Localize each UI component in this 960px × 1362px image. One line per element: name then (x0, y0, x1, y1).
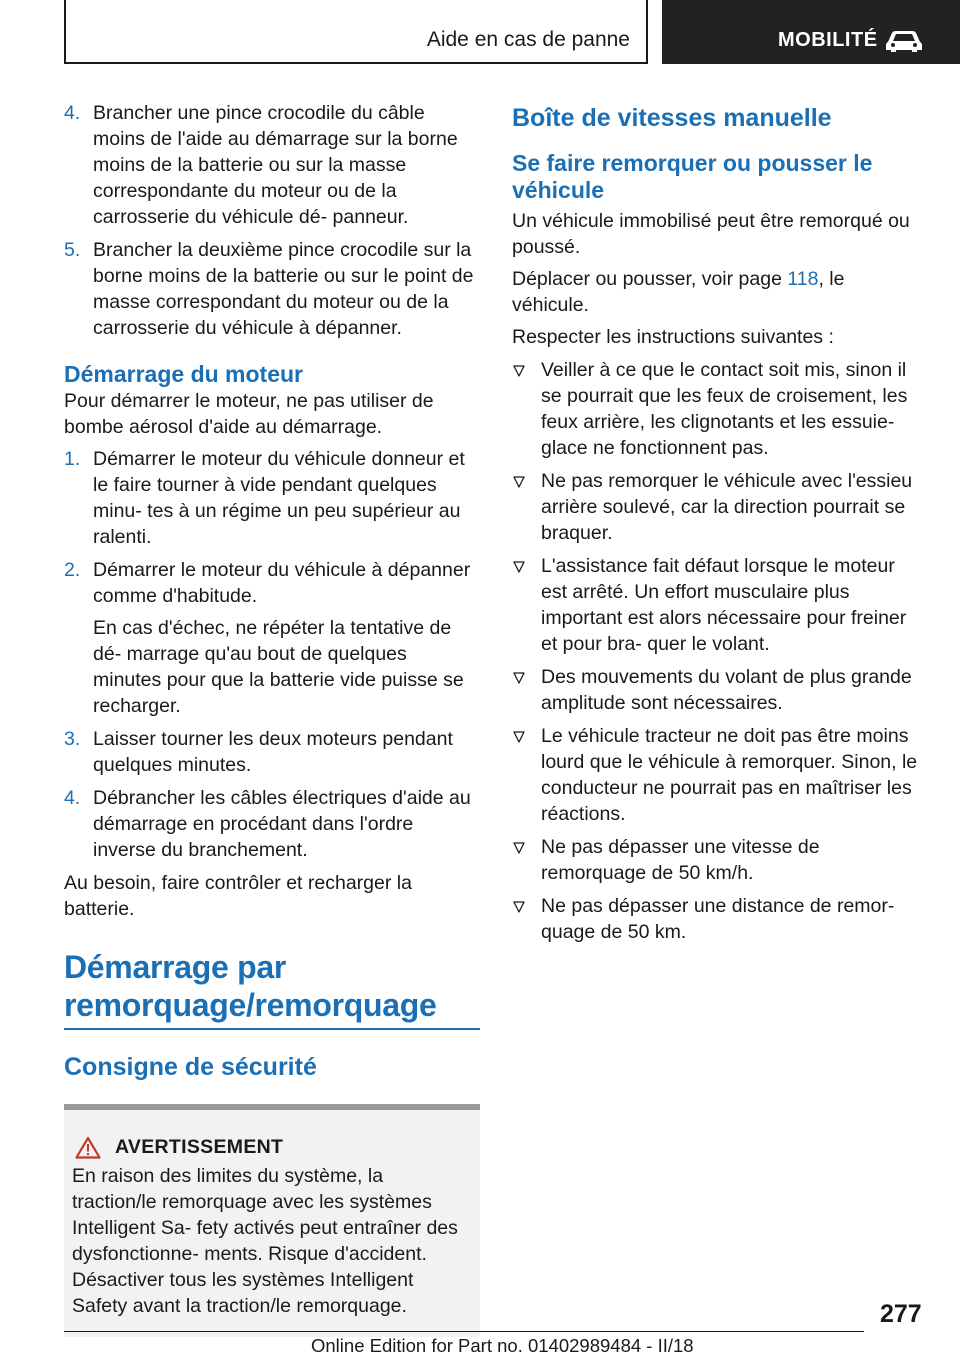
step-text: Brancher la deuxième pince crocodile sur la borne moins de la batterie ou sur le point de masse correspondant du moteur ou de la carrosserie du véhicule à dépanner. (93, 239, 474, 339)
heading-divider (64, 1028, 480, 1030)
step-number: 1. (64, 448, 81, 470)
list-item (512, 664, 926, 716)
list-item (512, 893, 926, 945)
header-section-box (64, 0, 648, 64)
left-column (64, 100, 480, 1337)
triangle-bullet-icon (513, 731, 525, 743)
list-item (512, 553, 926, 657)
main-heading-line2: remorquage/remorquage (64, 987, 437, 1023)
list-item (512, 723, 926, 827)
warning-label: AVERTISSEMENT (115, 1136, 284, 1158)
page-number: 277 (880, 1300, 922, 1328)
step-number: 2. (64, 559, 81, 581)
triangle-bullet-icon (513, 672, 525, 684)
list-item (64, 726, 480, 778)
list-item (64, 557, 480, 719)
right-column (512, 100, 926, 952)
list-item (64, 446, 480, 550)
bullet-text: Des mouvements du volant de plus grande amplitude sont nécessaires. (541, 666, 912, 714)
car-icon (884, 28, 924, 54)
section-heading-consigne: Consigne de sécurité (64, 1053, 317, 1081)
step-text: Démarrer le moteur du véhicule à dépanner comme d'habitude. (93, 559, 471, 607)
triangle-bullet-icon (513, 365, 525, 377)
footer-divider (64, 1331, 864, 1332)
demarrage-outro: Au besoin, faire contrôler et recharger la batterie. (64, 872, 412, 920)
list-item (64, 100, 480, 230)
triangle-bullet-icon (513, 561, 525, 573)
section-heading-boite: Boîte de vitesses manuelle (512, 104, 832, 132)
bullet-text: Ne pas remorquer le véhicule avec l'essieu arrière soulevé, car la direction pourrait se braquer. (541, 470, 913, 544)
header-section-title: Aide en cas de panne (426, 28, 630, 51)
warning-triangle-icon (75, 1136, 101, 1159)
demarrage-intro: Pour démarrer le moteur, ne pas utiliser de bombe aérosol d'aide au démarrage. (64, 390, 434, 438)
step-subtext: En cas d'échec, ne répéter la tentative de dé- marrage qu'au bout de quelques minutes pour que la batterie vide puisse se recharger. (93, 617, 464, 717)
main-heading (64, 948, 480, 1024)
bullet-text: Ne pas dépasser une vitesse de remorquage de 50 km/h. (541, 836, 820, 884)
header-chapter-box (662, 0, 960, 64)
warning-title (72, 1136, 470, 1159)
header-chapter-title: MOBILITÉ (778, 29, 878, 51)
triangle-bullet-icon (513, 842, 525, 854)
section-heading-demarrage: Démarrage du moteur (64, 361, 304, 387)
list-item (512, 468, 926, 546)
subheading-remorquer: Se faire remorquer ou pousser le véhicule (512, 150, 873, 203)
footer-edition: Online Edition for Part no. 01402989484 - II/18 (311, 1335, 694, 1356)
paragraph: Respecter les instructions suivantes : (512, 326, 834, 348)
step-text: Débrancher les câbles électriques d'aide au démarrage en procédant dans l'ordre inverse du branchement. (93, 787, 471, 861)
step-number: 4. (64, 102, 81, 124)
warning-text: En raison des limites du système, la traction/le remorquage avec les systèmes Intelligent Sa- fety activés peut entraîner des dysfonctionne- ments. Risque d'accident. Désactiver tous les systèmes Intelligent Safety avant la traction/le remorquage. (72, 1165, 458, 1317)
step-text: Laisser tourner les deux moteurs pendant quelques minutes. (93, 728, 453, 776)
paragraph: Un véhicule immobilisé peut être remorqué ou poussé. (512, 210, 910, 258)
step-number: 4. (64, 787, 81, 809)
list-item (64, 785, 480, 863)
step-text: Brancher une pince crocodile du câble moins de l'aide au démarrage sur la borne moins de la batterie ou sur la masse correspondante du moteur ou de la carrosserie du véhicule dé- panneur. (93, 102, 458, 228)
bullet-text: Ne pas dépasser une distance de remor- quage de 50 km. (541, 895, 895, 943)
step-number: 5. (64, 239, 81, 261)
main-heading-line1: Démarrage par (64, 949, 286, 985)
warning-box (64, 1104, 480, 1337)
paragraph-with-link (512, 266, 926, 318)
link-suffix: , le véhicule. (512, 268, 845, 316)
list-item (512, 357, 926, 461)
step-text: Démarrer le moteur du véhicule donneur et le faire tourner à vide pendant quelques minu- tes à un régime un peu supérieur au ralenti. (93, 448, 465, 548)
list-item (512, 834, 926, 886)
bullet-text: Veiller à ce que le contact soit mis, sinon il se pourrait que les feux de croisement, les feux arrière, les clignotants et les essuie-glace ne fonctionnent pas. (541, 359, 908, 459)
triangle-bullet-icon (513, 476, 525, 488)
page-link[interactable]: 118 (787, 268, 819, 290)
triangle-bullet-icon (513, 901, 525, 913)
link-prefix: Déplacer ou pousser, voir page (512, 268, 788, 290)
list-item (64, 237, 480, 341)
bullet-text: L'assistance fait défaut lorsque le moteur est arrêté. Un effort musculaire plus important est alors nécessaire pour freiner et pour bra- quer le volant. (541, 555, 907, 655)
step-number: 3. (64, 728, 81, 750)
bullet-text: Le véhicule tracteur ne doit pas être moins lourd que le véhicule à remorquer. Sinon, le conducteur ne pourrait pas en maîtriser les réactions. (541, 725, 918, 825)
